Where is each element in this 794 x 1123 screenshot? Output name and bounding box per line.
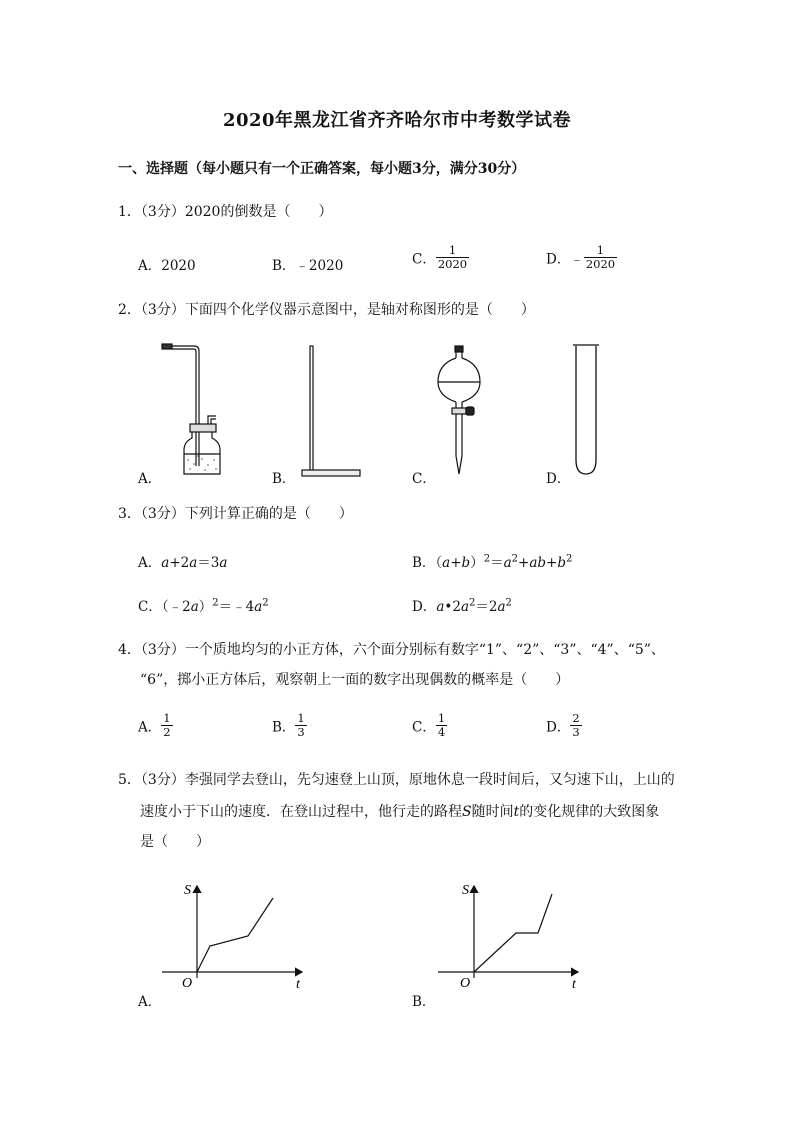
q5-graph-b-axis-x: t <box>572 977 576 992</box>
q5-graph-b-axis-y: S <box>462 883 469 898</box>
q1-option-d-label: D．﹣ <box>546 251 584 268</box>
q1-d-numerator: 1 <box>596 243 605 257</box>
q3-option-b-label: B． <box>412 555 436 571</box>
q4-option-a <box>138 712 173 739</box>
q4-c-numerator: 1 <box>437 711 446 725</box>
q5-stem-line3: 是（ ） <box>140 834 210 850</box>
q4-c-denominator: 4 <box>437 725 446 739</box>
q1-option-c <box>412 244 469 271</box>
q4-a-denominator: 2 <box>163 725 171 739</box>
q3-option-a-label: A． <box>138 555 162 571</box>
q4-option-b-fraction <box>295 712 306 739</box>
q5-var-s: S <box>462 804 472 820</box>
q4-option-b-label: B． <box>272 719 296 736</box>
q5-stem-text-b: 随时间 <box>471 804 514 820</box>
q5-graph-a-axis-y: S <box>184 883 191 898</box>
q2-stem: 2．（3分）下面四个化学仪器示意图中，是轴对称图形的是（ ） <box>118 302 535 318</box>
q2-figure-a-wash-bottle <box>150 338 230 478</box>
q4-b-denominator: 3 <box>297 725 305 739</box>
q4-option-c <box>412 712 447 739</box>
q1-option-d <box>546 244 617 271</box>
q2-option-a: A． <box>138 471 162 487</box>
q3-option-c-label: C． <box>138 599 162 615</box>
q1-c-numerator: 1 <box>448 243 457 257</box>
q5-stem-line1: 5．（3分）李强同学去登山，先匀速登上山顶，原地休息一段时间后，又匀速下山，上山的 <box>118 772 675 788</box>
q1-option-d-fraction <box>584 244 617 271</box>
q4-d-numerator: 2 <box>572 711 580 725</box>
q4-b-numerator: 1 <box>297 711 305 725</box>
q3-option-c-expr: $(﹣2a)^2=﹣4a^2$ <box>161 597 269 615</box>
q3-option-b-expr: $(a+b)^2=a^2+ab+b^2$ <box>435 553 573 571</box>
q4-stem-line2: “6”，掷小正方体后，观察朝上一面的数字出现偶数的概率是（ ） <box>140 672 570 688</box>
q1-d-denominator: 2020 <box>585 257 616 271</box>
q1-option-c-label: C． <box>412 251 436 268</box>
q4-option-d <box>546 712 582 739</box>
q2-option-c: C． <box>412 471 436 487</box>
q4-option-a-fraction <box>161 712 172 739</box>
section-heading: 一、选择题（每小题只有一个正确答案，每小题3分，满分30分） <box>118 161 526 177</box>
q3-option-b <box>412 551 572 571</box>
q1-option-a: A．2020 <box>138 258 196 274</box>
q5-option-b: B． <box>412 994 436 1010</box>
q1-stem: 1．（3分）2020的倒数是（ ） <box>118 204 333 220</box>
q2-option-b: B． <box>272 471 296 487</box>
q4-option-c-label: C． <box>412 719 436 736</box>
q5-option-a: A． <box>138 994 162 1010</box>
q5-graph-b <box>436 880 586 990</box>
q1-option-c-fraction <box>436 244 469 271</box>
q4-option-d-fraction <box>570 712 581 739</box>
q2-figure-c-separatory-funnel <box>432 344 488 480</box>
q3-option-c <box>138 595 269 615</box>
q5-stem-line2 <box>140 802 659 822</box>
paper-title: 2020年黑龙江省齐齐哈尔市中考数学试卷 <box>222 110 572 131</box>
q4-d-denominator: 3 <box>572 725 580 739</box>
q4-option-b <box>272 712 307 739</box>
q1-option-b: B．﹣2020 <box>272 258 344 274</box>
q5-var-t: t <box>513 804 520 820</box>
q2-figure-b-retort-stand <box>296 342 366 482</box>
q5-stem-text-a: 速度小于下山的速度．在登山过程中，他行走的路程 <box>140 804 462 820</box>
q4-stem-line1: 4．（3分）一个质地均匀的小正方体，六个面分别标有数字“1”、“2”、“3”、“4”、“5”、 <box>118 642 665 658</box>
q5-graph-a-axis-x: t <box>296 977 300 992</box>
q4-option-d-label: D． <box>546 719 571 736</box>
q3-option-d-expr: $a•2a^2=2a^2$ <box>436 597 512 615</box>
q4-a-numerator: 1 <box>163 711 171 725</box>
q2-option-d: D． <box>546 471 571 487</box>
q5-stem-text-c: 的变化规律的大致图象 <box>519 804 660 820</box>
q4-option-a-label: A． <box>138 719 162 736</box>
q1-c-denominator: 2020 <box>437 257 468 271</box>
q5-graph-a-origin: O <box>182 976 193 991</box>
q3-option-a-expr: a+2a＝3a <box>161 555 228 571</box>
q3-stem: 3．（3分）下列计算正确的是（ ） <box>118 506 353 522</box>
q5-graph-b-origin: O <box>460 976 471 991</box>
q3-option-a <box>138 551 227 571</box>
q3-option-d-label: D． <box>412 599 437 615</box>
q4-option-c-fraction <box>436 712 447 739</box>
q5-graph-a <box>160 880 310 990</box>
q3-option-d <box>412 595 512 615</box>
q2-figure-d-test-tube <box>570 342 606 482</box>
